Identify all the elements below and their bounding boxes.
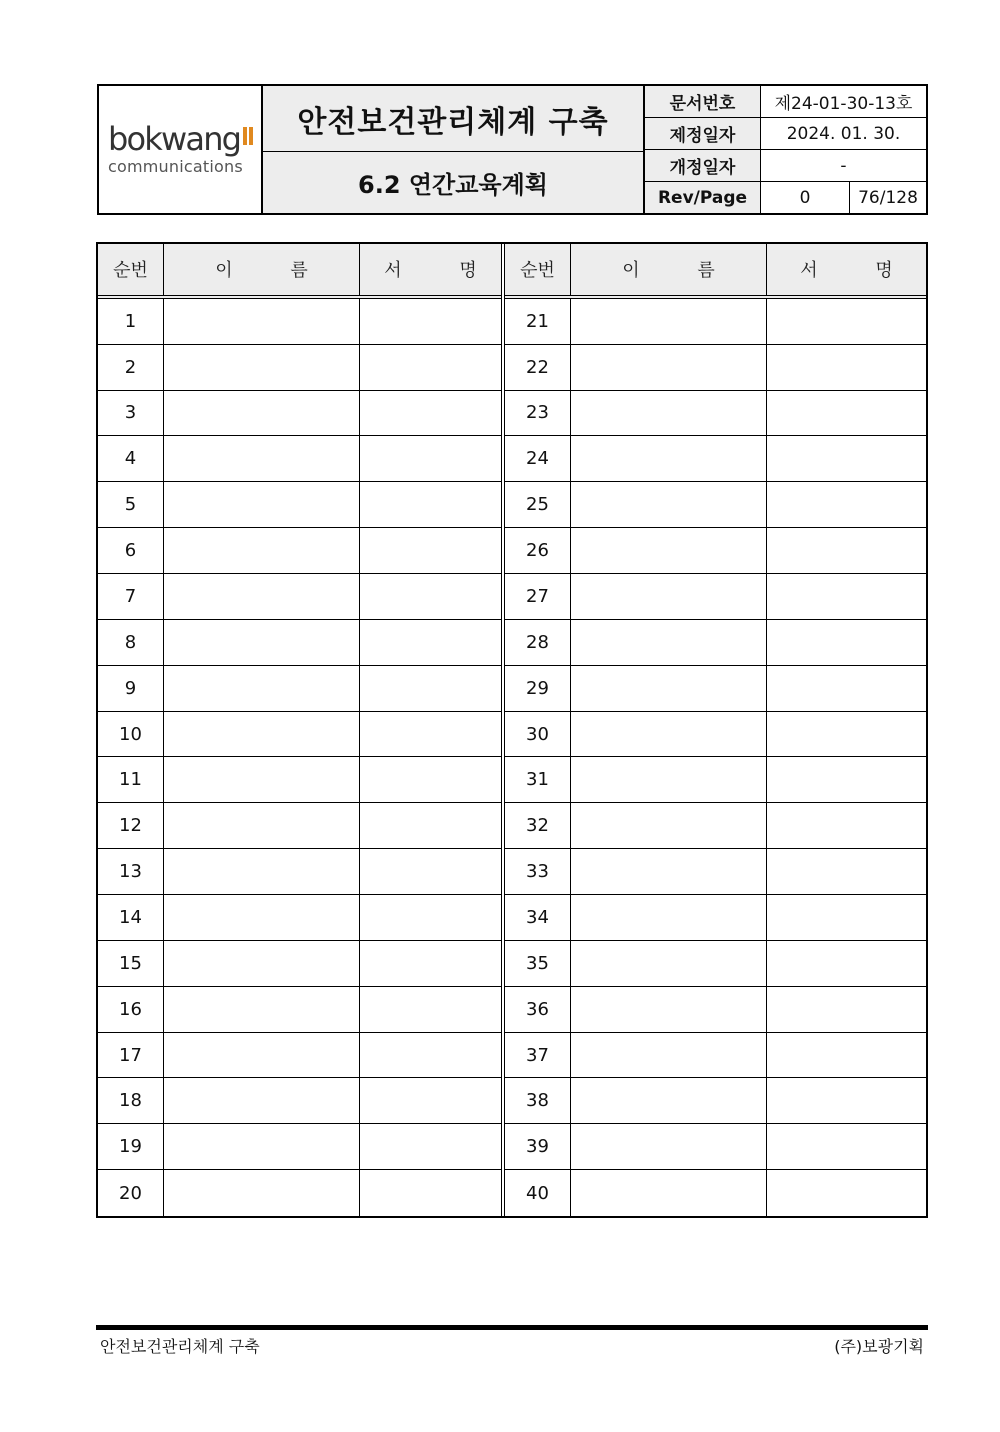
signature-field[interactable]: [360, 712, 501, 757]
column-header-name: 이 름: [164, 244, 360, 295]
logo-mark-icon: [242, 123, 254, 147]
document-header: [97, 84, 928, 215]
table-row: [98, 482, 501, 528]
row-number: 39: [505, 1124, 571, 1169]
row-number: 6: [98, 528, 164, 573]
logo-brand: bokwang: [108, 120, 241, 158]
row-number: 13: [98, 849, 164, 894]
row-number: 33: [505, 849, 571, 894]
signature-field[interactable]: [767, 757, 926, 802]
table-row: [505, 849, 926, 895]
table-row: [505, 941, 926, 987]
name-field[interactable]: [164, 299, 360, 344]
name-field[interactable]: [164, 941, 360, 986]
column-header-number: 순번: [98, 244, 164, 295]
table-row: [505, 528, 926, 574]
signature-field[interactable]: [767, 987, 926, 1032]
title-block: [263, 86, 645, 213]
signature-field[interactable]: [360, 299, 501, 344]
table-row: [505, 895, 926, 941]
signature-field[interactable]: [767, 1078, 926, 1123]
row-number: 20: [98, 1170, 164, 1216]
signature-field[interactable]: [767, 666, 926, 711]
table-row: [505, 712, 926, 758]
signature-field[interactable]: [360, 666, 501, 711]
table-row: [505, 482, 926, 528]
name-field[interactable]: [571, 620, 767, 665]
row-number: 3: [98, 391, 164, 436]
meta-label: 개정일자: [645, 150, 761, 181]
signature-field[interactable]: [767, 1124, 926, 1169]
name-field[interactable]: [571, 666, 767, 711]
name-field[interactable]: [164, 1170, 360, 1216]
row-number: 19: [98, 1124, 164, 1169]
signature-field[interactable]: [767, 574, 926, 619]
table-row: [505, 757, 926, 803]
name-field[interactable]: [164, 482, 360, 527]
name-field[interactable]: [571, 757, 767, 802]
name-field[interactable]: [571, 1124, 767, 1169]
footer-left: 안전보건관리체계 구축: [100, 1337, 260, 1356]
row-number: 38: [505, 1078, 571, 1123]
column-header-signature: 서 명: [800, 260, 893, 282]
row-number: 30: [505, 712, 571, 757]
row-number: 29: [505, 666, 571, 711]
name-field[interactable]: [571, 941, 767, 986]
signature-field[interactable]: [767, 941, 926, 986]
row-number: 40: [505, 1170, 571, 1216]
signature-field[interactable]: [360, 757, 501, 802]
row-number: 31: [505, 757, 571, 802]
table-row: [505, 436, 926, 482]
signature-field[interactable]: [360, 620, 501, 665]
name-field[interactable]: [571, 436, 767, 481]
name-field[interactable]: [571, 574, 767, 619]
logo-subtitle: communications: [108, 157, 243, 176]
row-number: 10: [98, 712, 164, 757]
signature-field[interactable]: [767, 895, 926, 940]
table-row: [98, 666, 501, 712]
name-field[interactable]: [164, 849, 360, 894]
name-field[interactable]: [164, 757, 360, 802]
name-field[interactable]: [571, 803, 767, 848]
signature-field[interactable]: [767, 345, 926, 390]
signature-field[interactable]: [360, 391, 501, 436]
signature-field[interactable]: [767, 803, 926, 848]
name-field[interactable]: [164, 1033, 360, 1078]
table-row: [98, 345, 501, 391]
name-field[interactable]: [571, 712, 767, 757]
meta-value: 2024. 01. 30.: [786, 123, 901, 144]
table-row: [505, 299, 926, 345]
meta-label: 제정일자: [645, 118, 761, 149]
column-header-signature: 서 명: [384, 260, 477, 282]
row-number: 21: [505, 299, 571, 344]
signature-field[interactable]: [767, 482, 926, 527]
table-row: [98, 1170, 501, 1216]
table-row: [98, 1033, 501, 1079]
name-field[interactable]: [571, 849, 767, 894]
meta-label: 문서번호: [645, 86, 761, 117]
name-field[interactable]: [164, 895, 360, 940]
signature-field[interactable]: [767, 299, 926, 344]
column-header-number: 순번: [505, 244, 571, 295]
signature-field[interactable]: [360, 482, 501, 527]
table-row: [98, 757, 501, 803]
row-number: 1: [98, 299, 164, 344]
row-number: 18: [98, 1078, 164, 1123]
signature-field[interactable]: [767, 1170, 926, 1216]
name-field[interactable]: [571, 1078, 767, 1123]
row-number: 36: [505, 987, 571, 1032]
signature-field[interactable]: [360, 528, 501, 573]
name-field[interactable]: [164, 436, 360, 481]
table-row: [98, 895, 501, 941]
meta-revised-date: [645, 150, 926, 182]
row-number: 4: [98, 436, 164, 481]
footer-rule: [96, 1325, 928, 1330]
signature-field[interactable]: [767, 712, 926, 757]
name-field[interactable]: [571, 528, 767, 573]
row-number: 23: [505, 391, 571, 436]
row-number: 22: [505, 345, 571, 390]
meta-page: 76/128: [858, 187, 918, 208]
name-field[interactable]: [571, 482, 767, 527]
name-field[interactable]: [164, 528, 360, 573]
table-row: [505, 1124, 926, 1170]
signature-field[interactable]: [360, 436, 501, 481]
column-header-name: 이 름: [571, 244, 767, 295]
row-number: 34: [505, 895, 571, 940]
meta-doc-number: [645, 86, 926, 118]
signature-field[interactable]: [767, 1033, 926, 1078]
table-header: [505, 244, 926, 299]
footer-right: (주)보광기획: [834, 1337, 924, 1356]
meta-label: Rev/Page: [645, 182, 761, 213]
row-number: 14: [98, 895, 164, 940]
name-field[interactable]: [571, 299, 767, 344]
meta-rev-page: [645, 182, 926, 213]
row-number: 27: [505, 574, 571, 619]
name-field[interactable]: [164, 574, 360, 619]
table-row: [505, 1078, 926, 1124]
signature-field[interactable]: [767, 849, 926, 894]
row-number: 25: [505, 482, 571, 527]
table-header: [98, 244, 501, 299]
table-row: [505, 1033, 926, 1079]
signature-field[interactable]: [360, 1124, 501, 1169]
document-title: 안전보건관리체계 구축: [263, 86, 643, 152]
name-field[interactable]: [571, 1170, 767, 1216]
table-row: [98, 299, 501, 345]
table-row: [98, 436, 501, 482]
row-number: 11: [98, 757, 164, 802]
signature-field[interactable]: [360, 941, 501, 986]
signature-field[interactable]: [360, 849, 501, 894]
name-field[interactable]: [164, 666, 360, 711]
table-row: [98, 1124, 501, 1170]
attendance-sheet: [96, 242, 928, 1218]
attendance-half-right: [505, 244, 926, 1216]
name-field[interactable]: [571, 345, 767, 390]
row-number: 5: [98, 482, 164, 527]
table-row: [98, 941, 501, 987]
table-row: [505, 987, 926, 1033]
name-field[interactable]: [164, 391, 360, 436]
row-number: 37: [505, 1033, 571, 1078]
name-field[interactable]: [164, 620, 360, 665]
signature-field[interactable]: [360, 895, 501, 940]
name-field[interactable]: [164, 1078, 360, 1123]
table-row: [98, 803, 501, 849]
row-number: 2: [98, 345, 164, 390]
row-number: 35: [505, 941, 571, 986]
row-number: 7: [98, 574, 164, 619]
signature-field[interactable]: [360, 987, 501, 1032]
table-row: [505, 345, 926, 391]
table-row: [98, 620, 501, 666]
name-field[interactable]: [164, 987, 360, 1032]
signature-field[interactable]: [767, 436, 926, 481]
row-number: 32: [505, 803, 571, 848]
table-row: [98, 528, 501, 574]
signature-field[interactable]: [767, 620, 926, 665]
table-row: [505, 666, 926, 712]
table-row: [98, 712, 501, 758]
name-field[interactable]: [164, 712, 360, 757]
table-row: [505, 803, 926, 849]
company-logo: [99, 86, 263, 213]
table-row: [505, 391, 926, 437]
table-row: [98, 849, 501, 895]
signature-field[interactable]: [360, 1170, 501, 1216]
signature-field[interactable]: [360, 803, 501, 848]
signature-field[interactable]: [360, 1078, 501, 1123]
row-number: 26: [505, 528, 571, 573]
meta-value: 제24-01-30-13호: [774, 94, 913, 114]
table-row: [505, 574, 926, 620]
signature-field[interactable]: [767, 528, 926, 573]
signature-field[interactable]: [360, 1033, 501, 1078]
table-row: [505, 1170, 926, 1216]
row-number: 9: [98, 666, 164, 711]
row-number: 16: [98, 987, 164, 1032]
section-title: 6.2 연간교육계획: [358, 171, 548, 199]
attendance-half-left: [98, 244, 501, 1216]
name-field[interactable]: [571, 895, 767, 940]
meta-value: -: [840, 155, 847, 176]
row-number: 24: [505, 436, 571, 481]
table-row: [98, 1078, 501, 1124]
name-field[interactable]: [571, 391, 767, 436]
name-field[interactable]: [571, 987, 767, 1032]
row-number: 8: [98, 620, 164, 665]
document-meta: [645, 86, 926, 213]
signature-field[interactable]: [360, 345, 501, 390]
row-number: 12: [98, 803, 164, 848]
name-field[interactable]: [571, 1033, 767, 1078]
table-row: [98, 987, 501, 1033]
meta-rev: 0: [761, 182, 850, 213]
name-field[interactable]: [164, 345, 360, 390]
signature-field[interactable]: [767, 391, 926, 436]
table-row: [98, 391, 501, 437]
name-field[interactable]: [164, 803, 360, 848]
row-number: 17: [98, 1033, 164, 1078]
row-number: 28: [505, 620, 571, 665]
name-field[interactable]: [164, 1124, 360, 1169]
meta-issued-date: [645, 118, 926, 150]
signature-field[interactable]: [360, 574, 501, 619]
table-row: [505, 620, 926, 666]
row-number: 15: [98, 941, 164, 986]
table-row: [98, 574, 501, 620]
